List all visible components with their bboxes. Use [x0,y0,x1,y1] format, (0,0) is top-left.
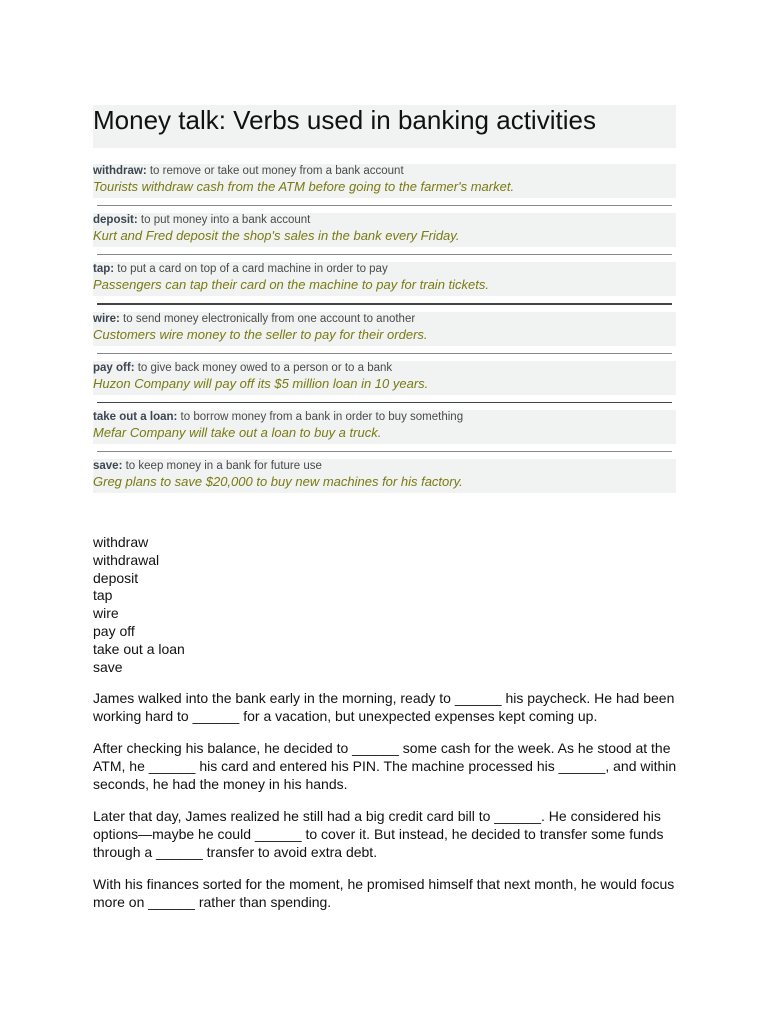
word-bank-item: pay off [93,622,135,639]
story-paragraph: After checking his balance, he decided to ______ some cash for the week. As he stood at the ATM, he ______ his card and entered his PIN. The machine processed his ______, and within seconds, he had the money in his hands. [93,740,677,792]
definition-line [93,164,404,178]
word-bank-item: withdrawal [93,551,160,568]
divider [97,303,672,305]
vocab-example: Huzon Company will pay off its $5 million loan in 10 years. [93,375,429,391]
vocab-example: Greg plans to save $20,000 to buy new machines for his factory. [93,474,463,489]
word-bank-item: tap [93,587,113,604]
vocab-entry-take-out-a-loan [93,410,676,444]
vocab-example: Tourists withdraw cash from the ATM before going to the farmer's market. [93,179,515,194]
vocab-definition: to borrow money from a bank in order to buy something [177,411,464,423]
vocab-term: pay off: [93,361,135,374]
definition-line [93,410,463,424]
fill-in-the-blank-story [93,689,683,925]
word-bank-item: wire [93,605,119,622]
vocab-example: Customers wire money to the seller to pay for their orders. [93,326,428,342]
word-bank-item: take out a loan [93,640,185,657]
word-bank [93,534,185,676]
vocab-definition: to give back money owed to a person or to a bank [134,361,393,374]
vocab-term: deposit: [93,214,138,226]
page-title: Money talk: Verbs used in banking activities [93,105,596,135]
divider [97,451,672,452]
definition-line [93,361,392,375]
definition-line [93,312,415,326]
vocab-definition: to remove or take out money from a bank account [146,165,404,177]
vocab-entry-save [93,459,676,493]
vocab-example: Mefar Company will take out a loan to buy a truck. [93,425,382,440]
word-bank-item: deposit [93,569,139,586]
vocab-definition: to put money into a bank account [137,214,311,226]
vocab-definition: to send money electronically from one account to another [119,312,416,325]
vocab-entry-deposit [93,213,676,247]
vocabulary-list [93,164,676,493]
vocab-entry-wire [93,312,676,346]
vocab-entry-tap [93,262,676,296]
story-paragraph: James walked into the bank early in the morning, ready to ______ his paycheck. He had been working hard to ______ for a vacation, but unexpected expenses kept coming up. [93,690,675,724]
title-banner [93,105,676,148]
word-bank-item: save [93,658,123,675]
vocab-entry-withdraw [93,164,676,198]
vocab-example: Passengers can tap their card on the machine to pay for train tickets. [93,277,489,292]
vocab-entry-pay-off [93,361,676,395]
vocab-term: wire: [93,312,120,325]
vocab-term: take out a loan: [93,411,178,423]
vocab-definition: to keep money in a bank for future use [122,460,322,472]
definition-line [93,262,388,276]
word-bank-item: withdraw [93,534,149,550]
vocab-term: save: [93,460,123,472]
definition-line [93,213,310,227]
divider [97,353,672,354]
divider [97,402,672,404]
story-paragraph: With his finances sorted for the moment, he promised himself that next month, he would focus more on ______ rather than spending. [93,876,675,910]
definition-line [93,459,322,473]
vocab-definition: to put a card on top of a card machine in order to pay [114,263,388,275]
vocab-term: withdraw: [93,165,147,177]
vocabulary-section [93,105,676,493]
story-paragraph: Later that day, James realized he still had a big credit card bill to ______. He considered his options—maybe he could ______ to cover it. But instead, he decided to transfer some funds through a ______ transfer to avoid extra debt. [93,808,664,860]
vocab-example: Kurt and Fred deposit the shop's sales in the bank every Friday. [93,228,460,243]
divider [97,205,672,206]
vocab-term: tap: [93,263,115,275]
divider [97,254,672,255]
